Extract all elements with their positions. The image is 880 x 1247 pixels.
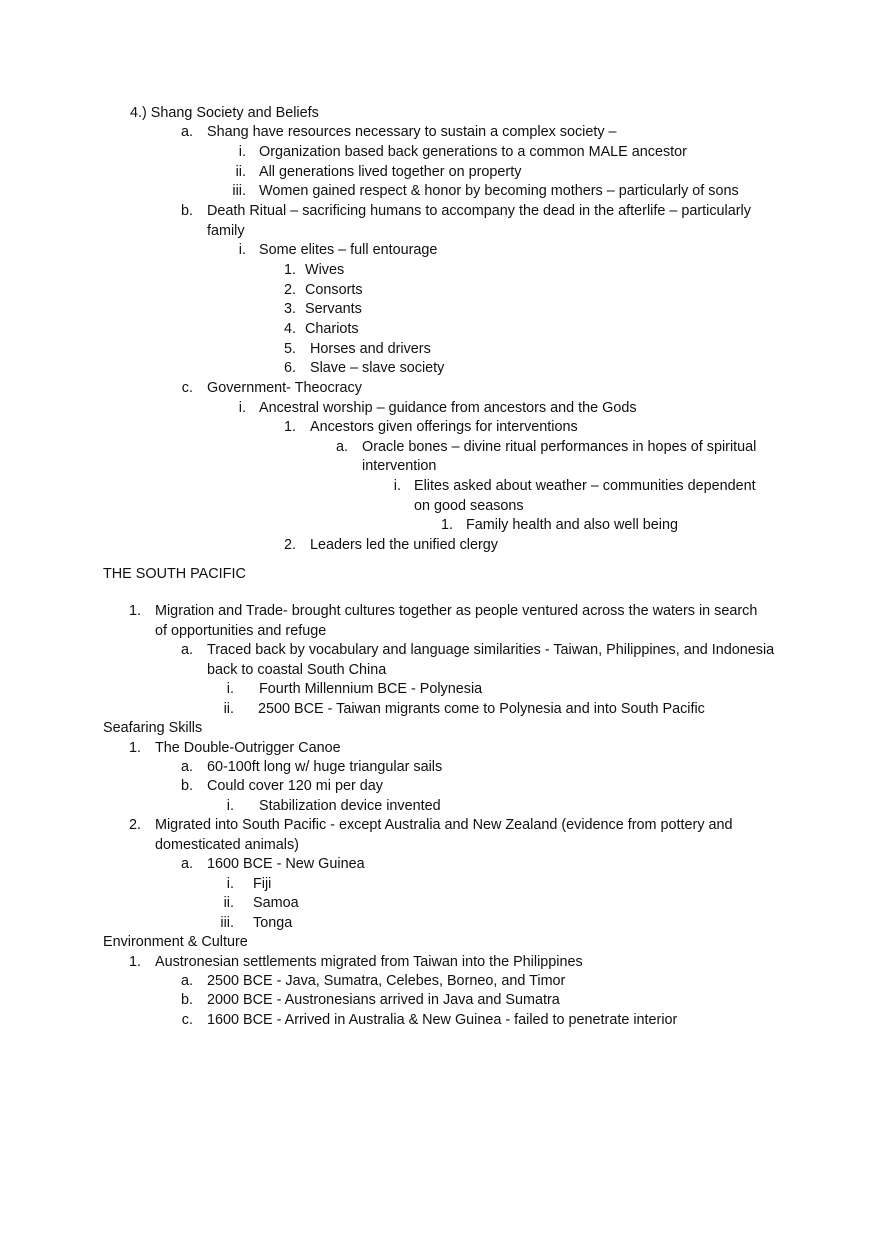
list-marker: i. [393,478,401,494]
list-marker: 1. [128,603,141,619]
list-marker: 6. [283,360,296,376]
list-marker: a. [180,642,193,658]
list-marker: 3. [283,301,296,317]
list-marker: 2. [283,537,296,553]
section-heading-shang: 4.) Shang Society and Beliefs [130,105,319,121]
list-marker: 1. [128,954,141,970]
list-marker: 1. [283,419,296,435]
list-marker: 1. [283,262,296,278]
list-marker: ii. [235,164,246,180]
list-marker: a. [180,856,193,872]
list-item-text: Traced back by vocabulary and language similarities - Taiwan, Philippines, and Indonesia [207,642,775,658]
list-item-text-continued: intervention [362,458,437,474]
list-item-text: Elites asked about weather – communities dependent [414,478,756,494]
list-item-text-continued: family [207,223,245,239]
list-marker: a. [180,973,193,989]
list-marker: c. [181,1012,193,1028]
list-item-text: Leaders led the unified clergy [310,537,498,553]
list-marker: i. [226,876,234,892]
list-item-text: The Double-Outrigger Canoe [155,740,341,756]
list-item-text: 2500 BCE - Taiwan migrants come to Polynesia and into South Pacific [258,701,705,717]
list-item-text: Slave – slave society [310,360,445,376]
list-item-text: Family health and also well being [466,517,678,533]
list-marker: b. [180,203,193,219]
list-marker: 2. [283,282,296,298]
list-marker: c. [181,380,193,396]
list-item-text: Organization based back generations to a common MALE ancestor [259,144,687,160]
list-item-text: 2500 BCE - Java, Sumatra, Celebes, Borneo, and Timor [207,973,566,989]
list-item-text: Death Ritual – sacrificing humans to accompany the dead in the afterlife – particularly [207,203,751,219]
list-item-text: Women gained respect & honor by becoming mothers – particularly of sons [259,183,739,199]
list-marker: b. [180,778,193,794]
list-marker: i. [226,798,234,814]
list-item-text: Fourth Millennium BCE - Polynesia [259,681,483,697]
list-marker: i. [226,681,234,697]
list-item-text-continued: on good seasons [414,498,524,514]
list-item-text: Stabilization device invented [259,798,441,814]
list-item-text: Servants [305,301,362,317]
list-item-text: Oracle bones – divine ritual performances in hopes of spiritual [362,439,757,455]
list-marker: i. [238,144,246,160]
list-item-text: Could cover 120 mi per day [207,778,383,794]
list-item-text: Government- Theocracy [207,380,362,396]
list-marker: a. [180,759,193,775]
list-item-text: Fiji [253,876,272,892]
list-item-text: Wives [305,262,345,278]
list-item-text: Ancestors given offerings for interventions [310,419,578,435]
list-marker: i. [238,400,246,416]
list-item-text-continued: back to coastal South China [207,662,387,678]
list-item-text: Shang have resources necessary to sustain a complex society – [207,124,617,140]
list-item-text: Ancestral worship – guidance from ancestors and the Gods [259,400,637,416]
list-marker: iii. [220,915,234,931]
list-item-text: Austronesian settlements migrated from Taiwan into the Philippines [155,954,583,970]
list-marker: ii. [223,895,234,911]
list-item-text: Tonga [253,915,293,931]
list-item-text: Consorts [305,282,363,298]
list-item-text: Migrated into South Pacific - except Australia and New Zealand (evidence from pottery and [155,817,733,833]
list-item-text: Migration and Trade- brought cultures together as people ventured across the waters in search [155,603,758,619]
list-marker: b. [180,992,193,1008]
list-item-text: 1600 BCE - New Guinea [207,856,365,872]
list-marker: i. [238,242,246,258]
section-heading-seafaring: Seafaring Skills [103,720,203,736]
list-item-text: All generations lived together on property [259,164,522,180]
list-item-text-continued: of opportunities and refuge [155,623,327,639]
list-marker: 2. [128,817,141,833]
list-marker: ii. [223,701,234,717]
section-heading-south-pacific: THE SOUTH PACIFIC [103,566,246,582]
list-item-text: Horses and drivers [310,341,431,357]
list-marker: iii. [232,183,246,199]
list-item-text: 2000 BCE - Austronesians arrived in Java and Sumatra [207,992,560,1008]
list-marker: 5. [283,341,296,357]
list-item-text: 1600 BCE - Arrived in Australia & New Guinea - failed to penetrate interior [207,1012,678,1028]
list-item-text: Samoa [253,895,299,911]
list-marker: a. [335,439,348,455]
list-marker: 4. [283,321,296,337]
section-heading-environment: Environment & Culture [103,934,248,950]
list-item-text: Some elites – full entourage [259,242,438,258]
list-marker: 1. [128,740,141,756]
list-item-text-continued: domesticated animals) [155,837,299,853]
list-item-text: 60-100ft long w/ huge triangular sails [207,759,443,775]
list-item-text: Chariots [305,321,359,337]
list-marker: 1. [440,517,453,533]
list-marker: a. [180,124,193,140]
